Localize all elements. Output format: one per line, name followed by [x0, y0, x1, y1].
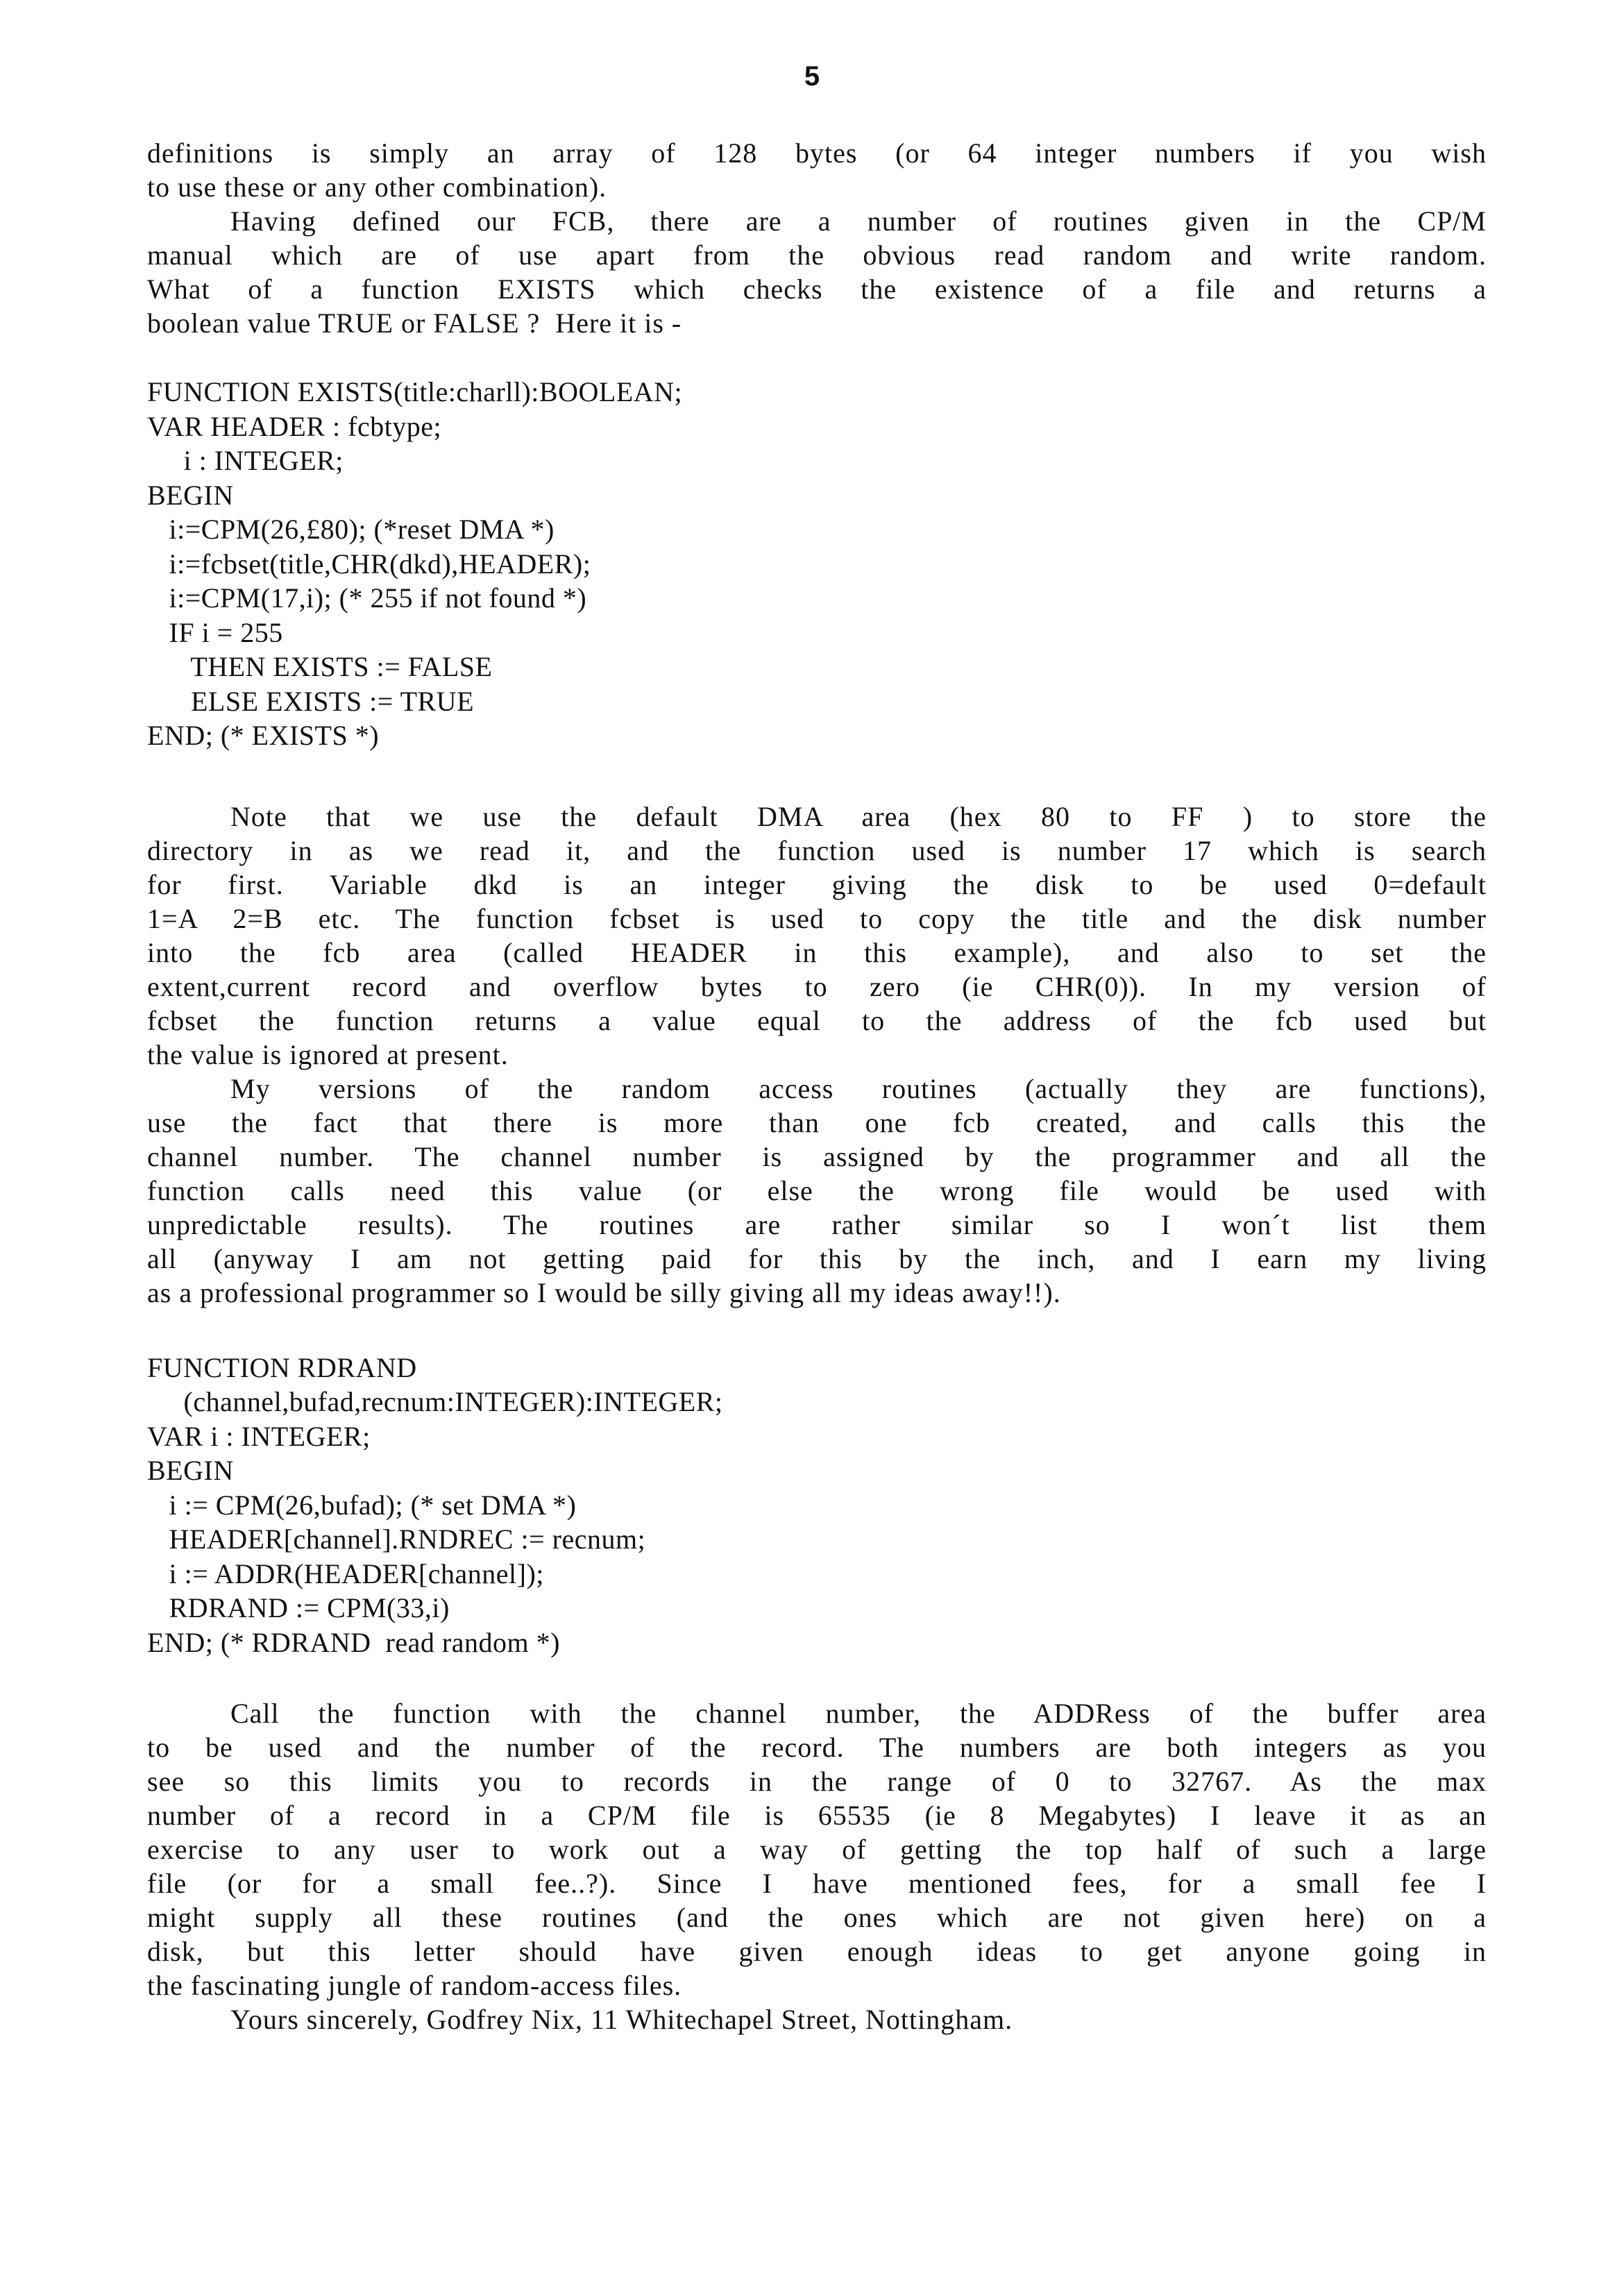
code-line: i : INTEGER;: [147, 445, 344, 476]
text-line: file (or for a small fee..?). Since I have mentioned fees, for a small fee I: [147, 1868, 1487, 1899]
code-line: i:=CPM(26,£80); (*reset DMA *): [147, 514, 555, 545]
text-line: as a professional programmer so I would be silly giving all my ideas away!!).: [147, 1277, 1061, 1308]
text-line: exercise to any user to work out a way of getting the top half of such a large: [147, 1834, 1487, 1865]
code-line: i := CPM(26,bufad); (* set DMA *): [147, 1489, 577, 1521]
text-line: all (anyway I am not getting paid for this by the inch, and I earn my living: [147, 1243, 1487, 1274]
text-line: function calls need this value (or else the wrong file would be used with: [147, 1175, 1487, 1206]
text-line: into the fcb area (called HEADER in this example), and also to set the: [147, 937, 1487, 968]
text-line: 1=A 2=B etc. The function fcbset is used to copy the title and the disk number: [147, 903, 1487, 934]
text-line: My versions of the random access routines (actually they are functions),: [230, 1073, 1487, 1104]
code-line: FUNCTION EXISTS(title:charll):BOOLEAN;: [147, 376, 683, 407]
text-line: Call the function with the channel number, the ADDRess of the buffer area: [230, 1698, 1487, 1729]
text-line: Having defined our FCB, there are a number of routines given in the CP/M: [230, 205, 1487, 237]
text-line: Note that we use the default DMA area (hex 80 to FF ) to store the: [230, 801, 1487, 832]
text-line: definitions is simply an array of 128 bytes (or 64 integer numbers if you wish: [147, 137, 1487, 169]
code-line: END; (* RDRAND read random *): [147, 1627, 560, 1658]
text-line: for first. Variable dkd is an integer giving the disk to be used 0=default: [147, 869, 1487, 900]
text-line: boolean value TRUE or FALSE ? Here it is -: [147, 307, 682, 339]
text-line: fcbset the function returns a value equal to the address of the fcb used but: [147, 1005, 1487, 1036]
code-line: BEGIN: [147, 480, 234, 511]
text-line: What of a function EXISTS which checks the existence of a file and returns a: [147, 273, 1487, 305]
text-line: channel number. The channel number is assigned by the programmer and all the: [147, 1141, 1487, 1172]
code-line: THEN EXISTS := FALSE: [147, 651, 493, 682]
text-line: number of a record in a CP/M file is 65535 (ie 8 Megabytes) I leave it as an: [147, 1800, 1487, 1831]
code-line: (channel,bufad,recnum:INTEGER):INTEGER;: [147, 1386, 723, 1417]
code-line: HEADER[channel].RNDREC := recnum;: [147, 1523, 646, 1555]
text-line: to be used and the number of the record. The numbers are both integers as you: [147, 1732, 1487, 1763]
code-line: ELSE EXISTS := TRUE: [147, 686, 474, 717]
code-line: i:=fcbset(title,CHR(dkd),HEADER);: [147, 548, 591, 580]
text-line: disk, but this letter should have given enough ideas to get anyone going in: [147, 1936, 1487, 1967]
text-line: see so this limits you to records in the range of 0 to 32767. As the max: [147, 1766, 1487, 1797]
text-line: manual which are of use apart from the obvious read random and write random.: [147, 239, 1487, 271]
code-line: END; (* EXISTS *): [147, 720, 380, 751]
text-line: use the fact that there is more than one fcb created, and calls this the: [147, 1107, 1487, 1138]
code-line: BEGIN: [147, 1455, 234, 1486]
text-line: unpredictable results). The routines are rather similar so I won´t list them: [147, 1209, 1487, 1240]
page-number: 5: [804, 61, 820, 92]
code-line: VAR i : INTEGER;: [147, 1421, 371, 1452]
text-line: the value is ignored at present.: [147, 1039, 509, 1070]
code-line: FUNCTION RDRAND: [147, 1352, 417, 1383]
text-line: extent,current record and overflow bytes to zero (ie CHR(0)). In my version of: [147, 971, 1487, 1002]
text-line: the fascinating jungle of random-access files.: [147, 1970, 682, 2001]
text-line: to use these or any other combination).: [147, 171, 607, 203]
text-line: might supply all these routines (and the ones which are not given here) on a: [147, 1902, 1487, 1933]
signature: Yours sincerely, Godfrey Nix, 11 Whitechapel Street, Nottingham.: [230, 2004, 1013, 2035]
code-line: VAR HEADER : fcbtype;: [147, 411, 442, 442]
text-line: directory in as we read it, and the function used is number 17 which is search: [147, 835, 1487, 866]
code-line: IF i = 255: [147, 617, 283, 648]
code-line: i:=CPM(17,i); (* 255 if not found *): [147, 582, 587, 614]
code-line: RDRAND := CPM(33,i): [147, 1592, 450, 1623]
code-line: i := ADDR(HEADER[channel]);: [147, 1558, 544, 1589]
